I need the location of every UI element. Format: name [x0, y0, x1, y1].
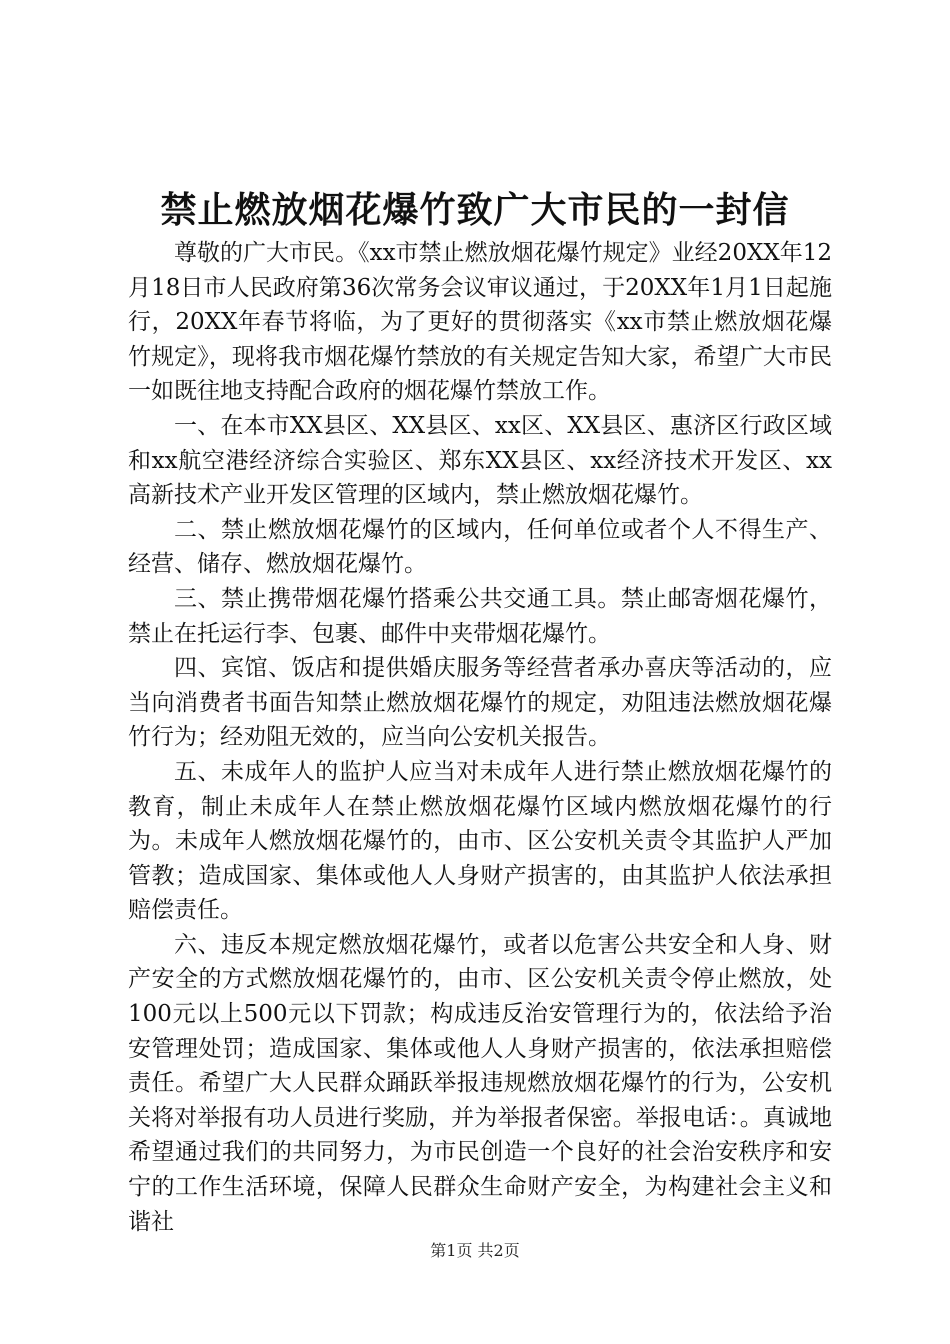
paragraph-rule-2: 二、禁止燃放烟花爆竹的区域内，任何单位或者个人不得生产、经营、储存、燃放烟花爆竹。	[128, 516, 832, 578]
document-body	[128, 236, 832, 1239]
paragraph-rule-4: 四、宾馆、饭店和提供婚庆服务等经营者承办喜庆等活动的，应当向消费者书面告知禁止燃放烟花爆竹的规定，劝阻违法燃放烟花爆竹行为；经劝阻无效的，应当向公安机关报告。	[128, 655, 832, 751]
paragraph-rule-6: 六、违反本规定燃放烟花爆竹，或者以危害公共安全和人身、财产安全的方式燃放烟花爆竹的，由市、区公安机关责令停止燃放，处100元以上500元以下罚款；构成违反治安管理行为的，依法给予治安管理处罚；造成国家、集体或他人人身财产损害的，依法承担赔偿责任。希望广大人民群众踊跃举报违规燃放烟花爆竹的行为，公安机关将对举报有功人员进行奖励，并为举报者保密。举报电话：。真诚地希望通过我们的共同努力，为市民创造一个良好的社会治安秩序和安宁的工作生活环境，保障人民群众生命财产安全，为构建社会主义和谐社	[128, 931, 832, 1235]
paragraph-rule-1: 一、在本市XX县区、XX县区、xx区、XX县区、惠济区行政区域和xx航空港经济综合实验区、郑东XX县区、xx经济技术开发区、xx高新技术产业开发区管理的区域内，禁止燃放烟花爆竹。	[128, 412, 832, 509]
paragraph-rule-3: 三、禁止携带烟花爆竹搭乘公共交通工具。禁止邮寄烟花爆竹，禁止在托运行李、包裹、邮件中夹带烟花爆竹。	[128, 585, 832, 647]
page-number-footer: 第1页 共2页	[430, 1241, 520, 1260]
document-title: 禁止燃放烟花爆竹致广大市民的一封信	[160, 189, 790, 231]
paragraph-rule-5: 五、未成年人的监护人应当对未成年人进行禁止燃放烟花爆竹的教育，制止未成年人在禁止燃放烟花爆竹区域内燃放烟花爆竹的行为。未成年人燃放烟花爆竹的，由市、区公安机关责令其监护人严加管教；造成国家、集体或他人人身财产损害的，由其监护人依法承担赔偿责任。	[128, 758, 832, 924]
paragraph-greeting: 尊敬的广大市民。《xx市禁止燃放烟花爆竹规定》业经20XX年12月18日市人民政府第36次常务会议审议通过，于20XX年1月1日起施行，20XX年春节将临，为了更好的贯彻落实《xx市禁止燃放烟花爆竹规定》，现将我市烟花爆竹禁放的有关规定告知大家，希望广大市民一如既往地支持配合政府的烟花爆竹禁放工作。	[128, 240, 832, 405]
